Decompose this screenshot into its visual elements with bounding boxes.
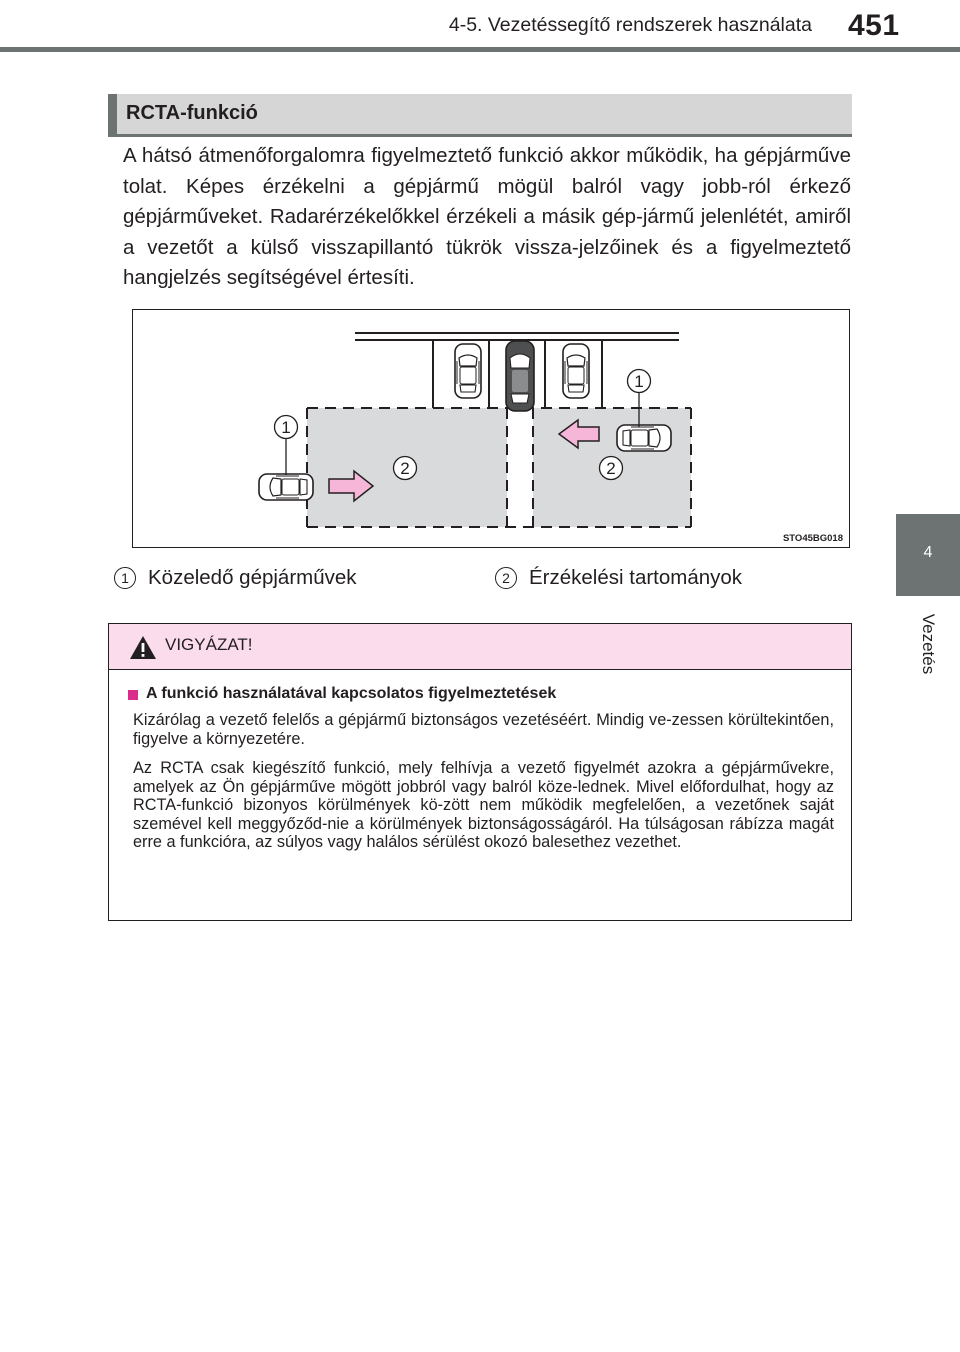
warning-triangle-icon [129, 635, 157, 660]
svg-text:1: 1 [281, 418, 291, 437]
callout-2-right [600, 457, 623, 480]
warning-title: VIGYÁZAT! [165, 635, 253, 654]
legend-number: 1 [114, 567, 136, 589]
svg-text:1: 1 [634, 372, 644, 391]
body-paragraph: A hátsó átmenőforgalomra figyelmeztető funkció akkor működik, ha gépjárműve tolat. Képes érzékelni a gépjármű mögül balról vagy jobb-ról érkező gépjárműveket. Radarérzékelőkkel érzékeli a másik gép-jármű jelenlétét, amiről a vezetőt a külső visszapillantó tükrök vissza-jelzőinek és a figyelmeztető hangjelzés segítségével értesíti. [123, 144, 851, 290]
header-section-title: 4-5. Vezetéssegítő rendszerek használata [448, 14, 812, 36]
page-number: 451 [848, 9, 900, 42]
parked-car [455, 344, 481, 398]
chapter-number: 4 [923, 544, 933, 561]
chapter-tab [896, 514, 960, 596]
svg-text:2: 2 [606, 459, 616, 478]
section-heading-stripe [108, 94, 117, 137]
header-divider [0, 47, 960, 52]
legend-label: Érzékelési tartományok [529, 566, 743, 589]
warning-header [109, 624, 851, 670]
chapter-label: Vezetés [919, 613, 938, 675]
legend-label: Közeledő gépjárművek [148, 566, 357, 589]
rcta-diagram [133, 310, 851, 549]
rcta-illustration [132, 309, 850, 548]
warning-paragraph-1: Kizárólag a vezető felelős a gépjármű biztonságos vezetéséért. Mindig ve-zessen körültekintően, figyelve a környezetére. [133, 711, 834, 748]
legend-item-1 [114, 566, 357, 590]
callout-1-left [275, 416, 298, 439]
svg-text:2: 2 [400, 459, 410, 478]
approaching-car-left [259, 474, 313, 500]
section-heading: RCTA-funkció [126, 102, 258, 124]
warning-subtitle: A funkció használatával kapcsolatos figyelmeztetések [146, 685, 557, 702]
legend-number: 2 [495, 567, 517, 589]
own-vehicle [506, 341, 534, 411]
callout-2-left [394, 457, 417, 480]
parked-car [563, 344, 589, 398]
legend-item-2 [495, 566, 742, 590]
warning-paragraph-2: Az RCTA csak kiegészítő funkció, mely felhívja a vezető figyelmét azokra a gépjárművekre, amelyek az Ön gépjárműve mögött jobbról vagy balról köze-lednek. Mivel előfordulhat, hogy az RCTA-funkció bizonyos körülmények kö-zött nem működik megfelelően, a vezetőnek saját szemével kell meggyőződ-nie a körülmények biztonságosságáról. Ha túlságosan rábízza magát erre a funkcióra, az súlyos vagy halálos sérülést okozó balesethez vezethet. [133, 759, 834, 852]
section-heading-bar [108, 94, 852, 137]
approaching-car-right [617, 425, 671, 451]
warning-box [108, 623, 852, 921]
figure-code: STO45BG018 [782, 533, 843, 544]
square-bullet-icon [128, 690, 138, 700]
callout-1-right [628, 370, 651, 393]
